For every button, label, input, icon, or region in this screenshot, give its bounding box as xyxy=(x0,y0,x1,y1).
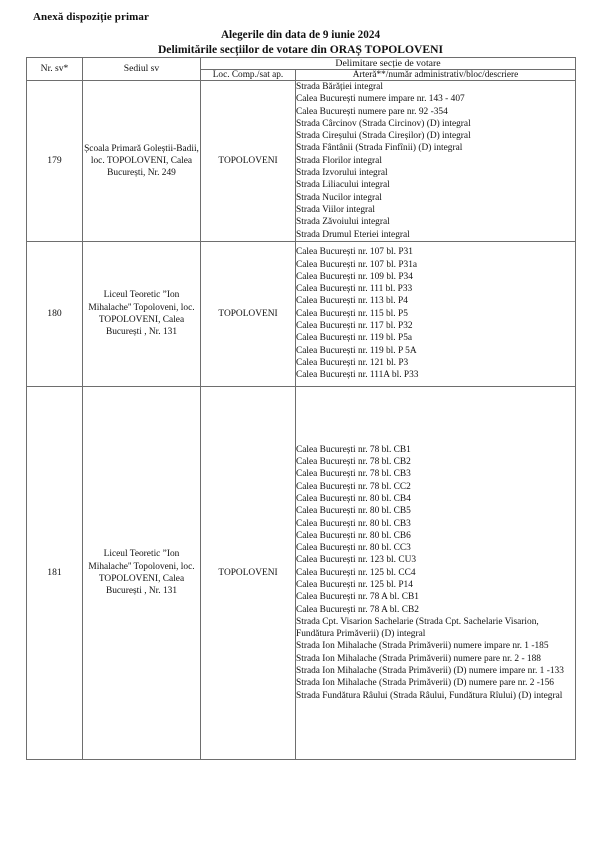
street-list-item: Calea București nr. 80 bl. CC3 xyxy=(296,543,411,554)
header-loc-comp: Loc. Comp./sat ap. xyxy=(201,70,296,81)
street-list-item: Strada Ion Mihalache (Strada Primăverii) (D) numere impare nr. 1 -133 xyxy=(296,666,564,677)
street-list-item: Strada Ion Mihalache (Strada Primăverii) numere pare nr. 2 - 188 xyxy=(296,653,541,664)
street-list-item: Strada Cârcinov (Strada Circinov) (D) integral xyxy=(296,118,471,129)
election-date-title: Alegerile din data de 9 iunie 2024 xyxy=(220,29,381,41)
street-list xyxy=(296,444,575,702)
street-list-item: Calea București nr. 113 bl. P4 xyxy=(296,296,408,307)
table-header-row-1 xyxy=(27,58,576,70)
cell-nr-sv: 180 xyxy=(27,241,83,386)
street-list-item: Strada Cireșului (Strada Cireșilor) (D) integral xyxy=(296,131,471,142)
street-list-item: Strada Fundătura Râului (Strada Râului, Fundătura Rîului) (D) integral xyxy=(296,690,563,701)
street-list-item: Calea București nr. 80 bl. CB6 xyxy=(296,530,411,541)
street-list-item: Strada Nucilor integral xyxy=(296,192,382,203)
cell-loc-comp: TOPOLOVENI xyxy=(201,241,296,386)
street-list-item: Strada Ion Mihalache (Strada Primăverii) (D) numere pare nr. 2 -156 xyxy=(296,678,554,689)
header-artera: Arteră**/număr administrativ/bloc/descriere xyxy=(296,70,576,81)
street-list-item: Strada Zăvoiului integral xyxy=(296,217,390,228)
street-list-item: Strada Cpt. Visarion Sachelarie (Strada Cpt. Sachelarie Visarion, Fundătura Primăverii) (D) integral xyxy=(296,616,539,640)
cell-nr-sv: 181 xyxy=(27,386,83,759)
header-sediul-sv: Sediul sv xyxy=(83,58,201,81)
cell-artere xyxy=(296,386,576,759)
street-list-item: Calea București nr. 121 bl. P3 xyxy=(296,357,409,368)
street-list xyxy=(296,246,575,381)
street-list-item: Calea București numere impare nr. 143 - 407 xyxy=(296,94,465,105)
polling-sections-table xyxy=(26,57,576,760)
street-list-item: Strada Liliacului integral xyxy=(296,180,390,191)
table-row xyxy=(27,81,576,242)
street-list xyxy=(296,81,575,241)
street-list-item: Calea București nr. 107 bl. P31 xyxy=(296,247,413,258)
street-list-item: Strada Bărăției integral xyxy=(296,82,383,92)
street-list-item: Calea București nr. 111A bl. P33 xyxy=(296,370,419,381)
annex-label: Anexă dispoziție primar xyxy=(33,11,149,23)
document-title-block xyxy=(0,28,601,57)
cell-artere xyxy=(296,241,576,386)
street-list-item: Strada Fântânii (Strada Finfînii) (D) integral xyxy=(296,143,463,154)
header-delimitare-group: Delimitare secție de votare xyxy=(201,58,576,70)
street-list-item: Calea București nr. 107 bl. P31a xyxy=(296,259,418,270)
polling-sections-title: Delimitările secțiilor de votare din ORAȘ TOPOLOVENI xyxy=(157,43,444,56)
street-list-item: Calea București nr. 125 bl. P14 xyxy=(296,580,413,590)
street-list-item: Strada Ion Mihalache (Strada Primăverii) numere impare nr. 1 -185 xyxy=(296,641,549,652)
cell-sediul-sv: Liceul Teoretic ”Ion Mihalache'' Topoloveni, loc. TOPOLOVENI, Calea București , Nr. 131 xyxy=(83,241,201,386)
cell-sediul-sv: Liceul Teoretic ”Ion Mihalache'' Topoloveni, loc. TOPOLOVENI, Calea București , Nr. 131 xyxy=(83,386,201,759)
street-list-item: Strada Izvorului integral xyxy=(296,168,388,179)
street-list-item: Calea București nr. 80 bl. CB3 xyxy=(296,518,411,529)
street-list-item: Calea București numere pare nr. 92 -354 xyxy=(296,106,448,117)
street-list-item: Calea București nr. 115 bl. P5 xyxy=(296,308,408,319)
table-header xyxy=(27,58,576,81)
street-list-item: Calea București nr. 78 A bl. CB2 xyxy=(296,604,419,615)
table-row xyxy=(27,241,576,386)
street-list-item: Calea București nr. 125 bl. CC4 xyxy=(296,567,416,578)
street-list-item: Strada Drumul Eteriei integral xyxy=(296,229,410,240)
cell-sediul-sv: Școala Primară Goleștii-Badii, loc. TOPOLOVENI, Calea București, Nr. 249 xyxy=(83,81,201,242)
street-list-item: Calea București nr. 119 bl. P 5A xyxy=(296,345,417,356)
cell-loc-comp: TOPOLOVENI xyxy=(201,81,296,242)
street-list-item: Calea București nr. 78 bl. CB2 xyxy=(296,457,411,468)
table-body xyxy=(27,81,576,760)
street-list-item: Calea București nr. 119 bl. P5a xyxy=(296,333,413,344)
street-list-item: Calea București nr. 80 bl. CB5 xyxy=(296,506,411,517)
street-list-item: Strada Viilor integral xyxy=(296,204,375,215)
cell-loc-comp: TOPOLOVENI xyxy=(201,386,296,759)
street-list-item: Strada Florilor integral xyxy=(296,155,382,166)
cell-nr-sv: 179 xyxy=(27,81,83,242)
table-row xyxy=(27,386,576,759)
street-list-item: Calea București nr. 78 bl. CB1 xyxy=(296,444,411,455)
street-list-item: Calea București nr. 111 bl. P33 xyxy=(296,284,413,295)
street-list-item: Calea București nr. 78 bl. CC2 xyxy=(296,481,411,492)
street-list-item: Calea București nr. 78 A bl. CB1 xyxy=(296,592,419,603)
street-list-item: Calea București nr. 78 bl. CB3 xyxy=(296,469,411,480)
street-list-item: Calea București nr. 80 bl. CB4 xyxy=(296,493,411,504)
header-nr-sv: Nr. sv* xyxy=(27,58,83,81)
street-list-item: Calea București nr. 123 bl. CU3 xyxy=(296,555,417,566)
street-list-item: Calea București nr. 117 bl. P32 xyxy=(296,321,413,331)
street-list-item: Calea București nr. 109 bl. P34 xyxy=(296,271,413,282)
cell-artere xyxy=(296,81,576,242)
